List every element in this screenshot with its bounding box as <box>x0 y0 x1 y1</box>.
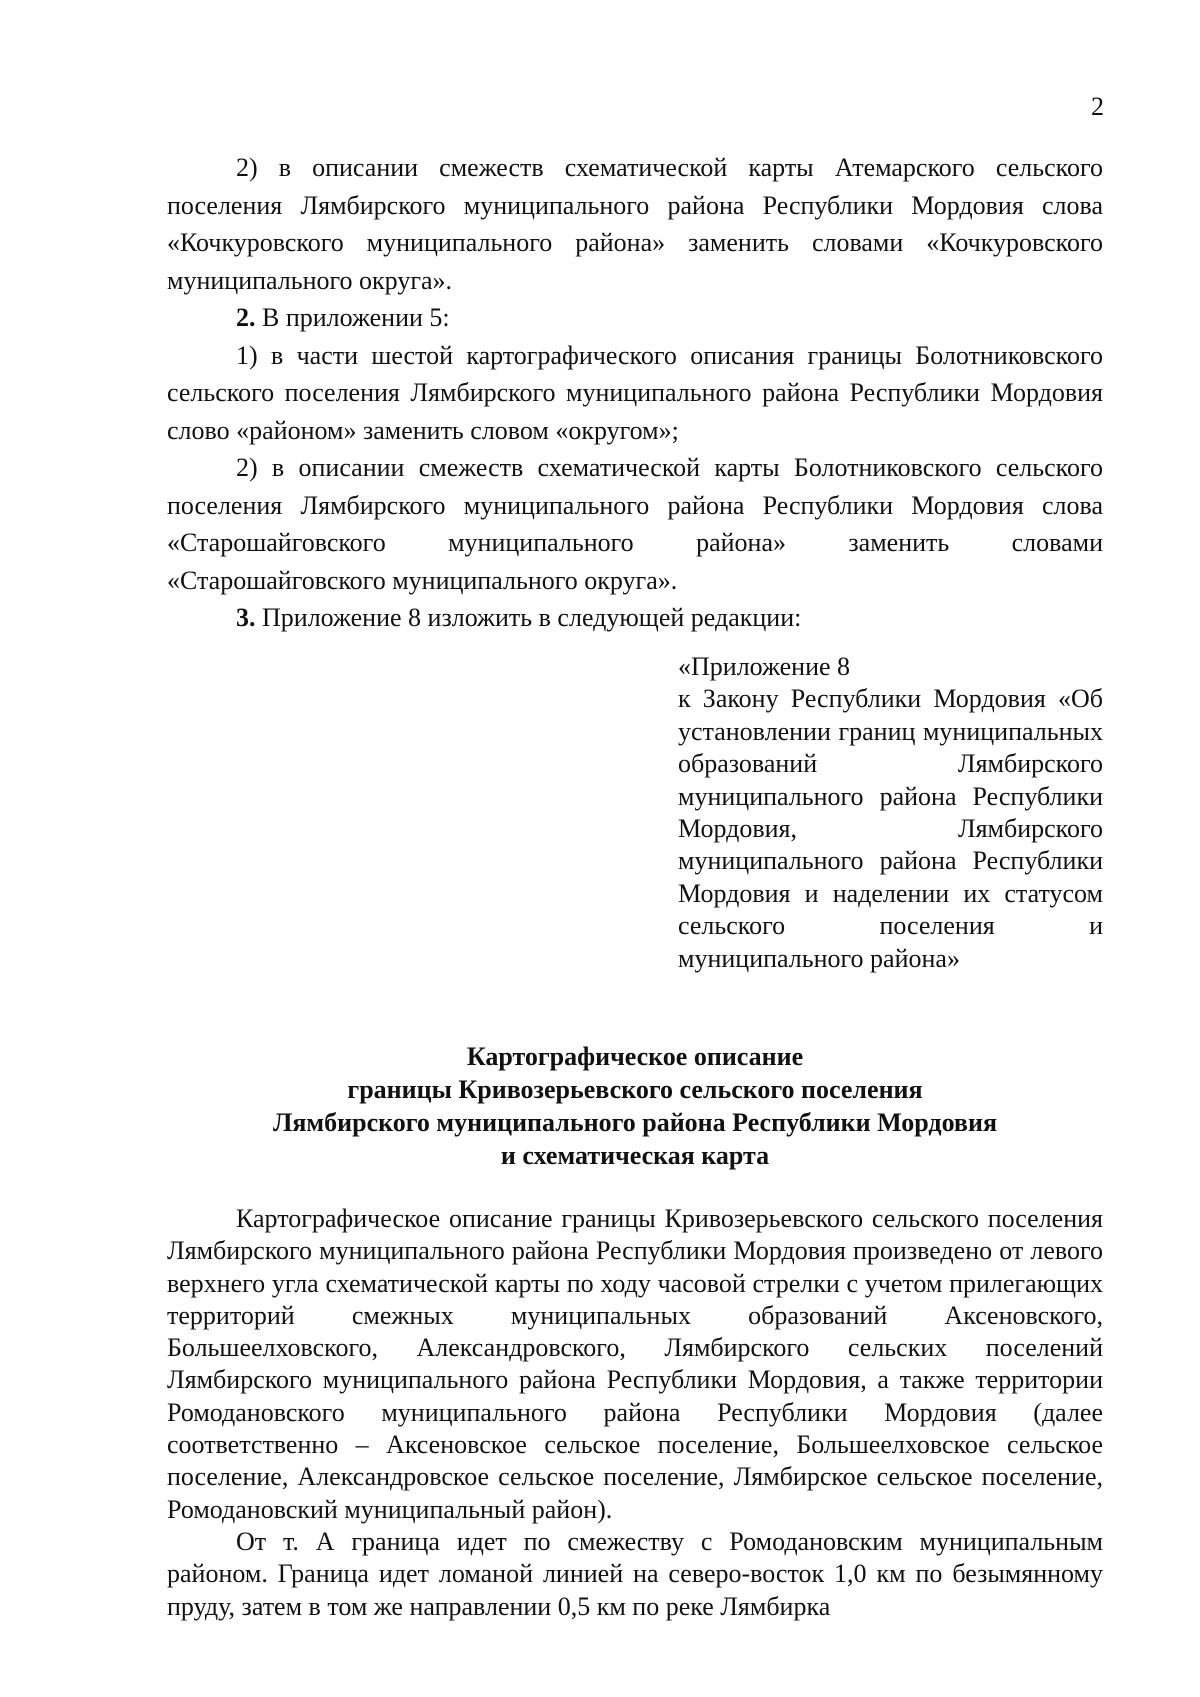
item-number: 3. <box>236 603 256 632</box>
appendix-reference <box>678 651 1103 975</box>
appendix-title: «Приложение 8 <box>678 652 851 681</box>
amendments-section <box>167 149 1103 637</box>
paragraph: От т. А граница идет по смежеству с Ромодановским муниципальным районом. Граница идет ломаной линией на северо-восток 1,0 км по безымянному пруду, затем в том же направлении 0,5 км по реке Лямбирка <box>167 1526 1103 1621</box>
description-section <box>167 1203 1103 1623</box>
heading-line: границы Кривозерьевского сельского поселения <box>347 1075 923 1104</box>
paragraph <box>167 299 1103 337</box>
page-number: 2 <box>1091 92 1104 121</box>
item-number: 2. <box>236 303 256 332</box>
paragraph <box>167 599 1103 637</box>
paragraph: Картографическое описание границы Кривозерьевского сельского поселения Лямбирского муниципального района Республики Мордовия произведено от левого верхнего угла схематической карты по ходу часовой стрелки с учетом прилегающих территорий смежных муниципальных образований Аксеновского, Большеелховского, Александровского, Лямбирского сельских поселений Лямбирского муниципального района Республики Мордовия, а также территории Ромодановского муниципального района Республики Мордовия (далее соответственно – Аксеновское сельское поселение, Большеелховское сельское поселение, Александровское сельское поселение, Лямбирское сельское поселение, Ромодановский муниципальный район). <box>167 1204 1103 1524</box>
section-heading <box>167 1040 1103 1172</box>
paragraph-text: Приложение 8 изложить в следующей редакции: <box>255 603 802 632</box>
paragraph: 2) в описании смежеств схематической карты Атемарского сельского поселения Лямбирского муниципального района Республики Мордовия слова «Кочкуровского муниципального района» заменить словами «Кочкуровского муниципального округа». <box>167 153 1103 295</box>
paragraph: 2) в описании смежеств схематической карты Болотниковского сельского поселения Лямбирского муниципального района Республики Мордовия слова «Старошайговского муниципального района» заменить словами «Старошайговского муниципального округа». <box>167 453 1103 595</box>
heading-line: Картографическое описание <box>466 1042 804 1071</box>
heading-line: и схематическая карта <box>500 1141 770 1170</box>
heading-line: Лямбирского муниципального района Республики Мордовия <box>272 1108 998 1137</box>
paragraph-text: В приложении 5: <box>255 303 450 332</box>
appendix-text: к Закону Республики Мордовия «Об установлении границ муниципальных образований Лямбирского муниципального района Республики Мордовия, Лямбирского муниципального района Республики Мордовия и наделении их статусом сельского поселения и муниципального района» <box>678 684 1103 973</box>
paragraph: 1) в части шестой картографического описания границы Болотниковского сельского поселения Лямбирского муниципального района Республики Мордовия слово «районом» заменить словом «округом»; <box>167 340 1103 445</box>
